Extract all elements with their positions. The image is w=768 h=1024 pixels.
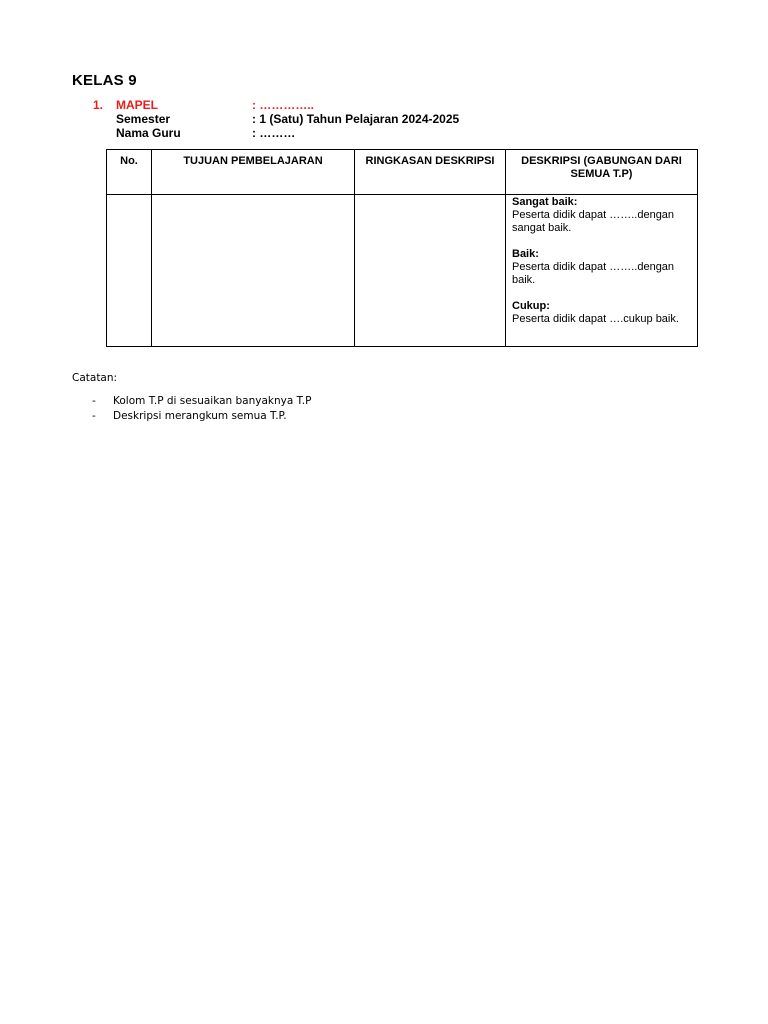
list-number-empty — [93, 126, 116, 140]
list-number-empty — [93, 112, 116, 126]
list-number: 1. — [93, 98, 104, 112]
desc-text: Peserta didik dapat ……..dengan baik. — [512, 261, 675, 286]
desc-text: Peserta didik dapat ……..dengan sangat baik. — [512, 209, 675, 234]
info-value-mapel: : ………….. — [252, 98, 314, 112]
info-label-mapel: MAPEL — [116, 98, 158, 112]
learning-objectives-table — [106, 149, 698, 347]
info-label-nama-guru: Nama Guru — [116, 126, 181, 140]
table-row — [107, 195, 698, 347]
note-text: Kolom T.P di sesuaikan banyaknya T.P — [113, 395, 312, 407]
note-text: Deskripsi merangkum semua T.P. — [113, 410, 287, 422]
desc-heading: Cukup: — [512, 300, 550, 312]
header-tujuan-pembelajaran: TUJUAN PEMBELAJARAN — [152, 150, 355, 195]
info-label-semester: Semester — [116, 112, 171, 126]
info-row-nama-guru — [93, 126, 459, 140]
bullet-dash: - — [92, 410, 96, 422]
info-block — [93, 98, 459, 140]
header-ringkasan-deskripsi: RINGKASAN DESKRIPSI — [355, 150, 506, 195]
desc-heading: Sangat baik: — [512, 196, 578, 208]
list-item — [72, 394, 311, 409]
page-title: KELAS 9 — [72, 72, 137, 89]
table-header-row — [107, 150, 698, 195]
desc-text: Peserta didik dapat ….cukup baik. — [512, 313, 679, 325]
desc-sangat-baik — [512, 196, 691, 235]
cell-tujuan-pembelajaran[interactable] — [152, 195, 355, 347]
info-value-semester: : 1 (Satu) Tahun Pelajaran 2024-2025 — [252, 112, 460, 126]
notes-section — [72, 371, 311, 424]
info-row-mapel — [93, 98, 459, 112]
desc-heading: Baik: — [512, 248, 539, 260]
cell-deskripsi-gabungan[interactable] — [506, 195, 698, 347]
cell-ringkasan-deskripsi[interactable] — [355, 195, 506, 347]
info-value-nama-guru: : ……… — [252, 126, 296, 140]
info-row-semester — [93, 112, 459, 126]
notes-title: Catatan: — [72, 372, 118, 384]
header-deskripsi-gabungan: DESKRIPSI (GABUNGAN DARI SEMUA T.P) — [506, 150, 698, 195]
bullet-dash: - — [92, 395, 96, 407]
list-item — [72, 409, 311, 424]
desc-baik — [512, 248, 691, 287]
cell-no[interactable] — [107, 195, 152, 347]
desc-cukup — [512, 300, 691, 326]
header-no: No. — [107, 150, 152, 195]
